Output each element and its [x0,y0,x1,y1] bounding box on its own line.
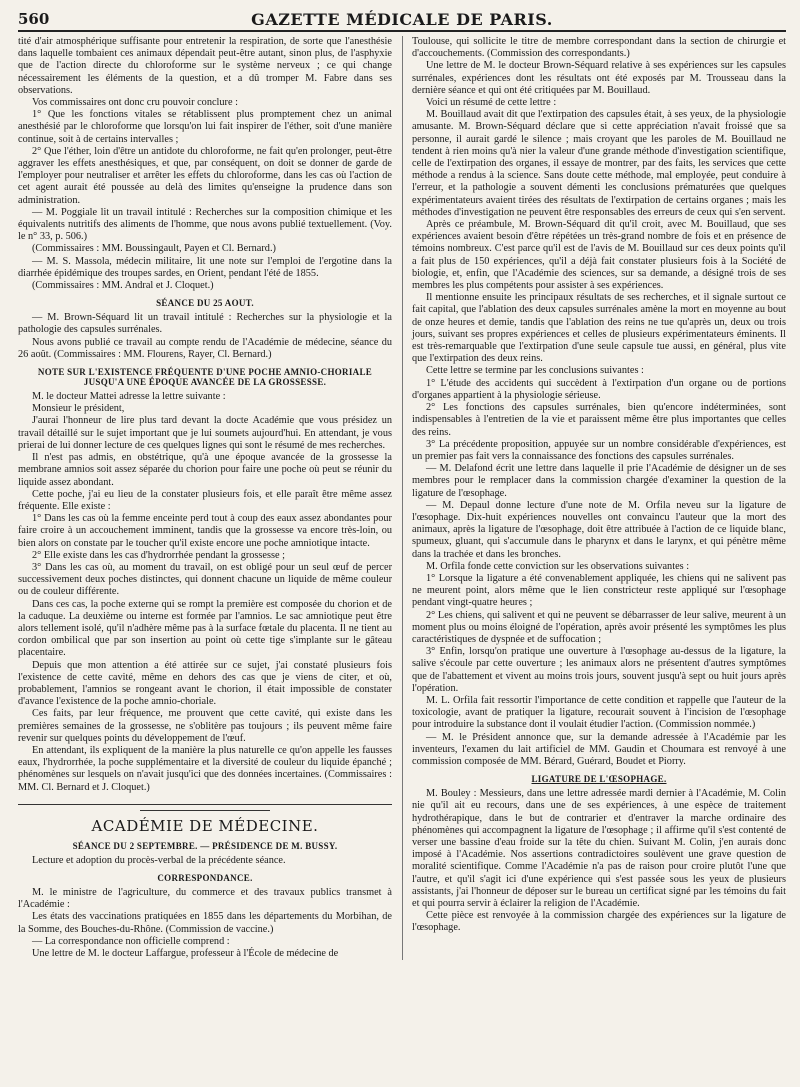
paragraph: (Commissaires : MM. Boussingault, Payen et Cl. Bernard.) [32,243,276,255]
paragraph: M. Orfila fonde cette conviction sur les observations suivantes : [426,560,690,572]
section-heading: SÉANCE DU 25 AOUT. [156,298,254,309]
paragraph: Depuis que mon attention a été attirée sur ce sujet, j'ai constaté plusieurs fois l'existence de cette cavité, même en dehors des cas que je viens de citer, et où, probablement, l'amnios se rongeant avant le chorion, il était impossible de constater d'avance l'existence de la poche amnio-choriale. [18,659,392,708]
paragraph: Voici un résumé de cette lettre : [426,97,557,109]
paragraph: J'aurai l'honneur de lire plus tard devant la docte Académie que vous présidez un travail détaillé sur le sujet important que je lui soumets aujourd'hui. En attendant, je vous prierai de lui donner lecture de ces quelques lignes qui sont le résumé de mes recherches. [18,415,392,451]
academy-heading: ACADÉMIE DE MÉDECINE. [18,804,392,835]
session-heading: SÉANCE DU 2 SEPTEMBRE. — PRÉSIDENCE DE M. BUSSY. [72,840,338,851]
paragraph: Il mentionne ensuite les principaux résultats de ses recherches, et il signale surtout ce fait capital, que l'ablation des deux capsules surrénales amène la mort en moyenne au bout de onze heures et demie, tandis que l'ablation des reins ne tue qu'après un, deux ou trois jours, suivant ses propres expériences et celles de plusieurs expérimentateurs éminents. Il est très-remarquable que l'extirpation d'une seule capsule tue aussi, en général, plus vite que l'extirpation des deux reins. [412,292,786,365]
paragraph: 1° Dans les cas où la femme enceinte perd tout à coup des eaux assez abondantes pour faire croire à un accouchement imminent, tandis que la grossesse va encore très-loin, ou bien alors on constate par le toucher qu'il existe encore une poche amniotique intacte. [18,513,392,549]
paragraph: Vos commissaires ont donc cru pouvoir conclure : [32,97,238,109]
paragraph: (Commissaires : MM. Andral et J. Cloquet.) [32,280,214,292]
salutation: Monsieur le président, [32,403,125,415]
paragraph: Les états des vaccinations pratiquées en 1855 dans les départements du Morbihan, de la Somme, des Bouches-du-Rhône. (Commission de vaccine.) [18,911,392,935]
paragraph: M. le docteur Mattei adresse la lettre suivante : [32,391,226,403]
right-column [402,36,786,960]
paragraph: — M. Delafond écrit une lettre dans laquelle il prie l'Académie de désigner un de ses membres pour le remplacer dans la commission chargée d'examiner la question de la ligature de l'œsophage. [412,463,786,499]
paragraph: 2° Les chiens, qui salivent et qui ne peuvent se débarrasser de leur salive, meurent à un moment plus ou moins éloigné de l'opération, après avoir présenté les symptômes les plus caractéristiques de dyspnée et de suffocation ; [412,609,786,645]
paragraph: Dans ces cas, la poche externe qui se rompt la première est composée du chorion et de la caduque. La deuxième ou interne est formée par l'amnios. Le sac amniotique peut être alors tellement isolé, qu'il n'adhère même pas à la surface fœtale du placenta. Il ne tient au cordon ombilical que par son insertion au point où cette tige s'implante sur le gâteau placentaire. [18,598,392,659]
paragraph: — M. Brown-Séquard lit un travail intitulé : Recherches sur la physiologie et la pathologie des capsules surrénales. [18,312,392,336]
section-heading: NOTE SUR L'EXISTENCE FRÉQUENTE D'UNE POCHE AMNIO-CHORIALE JUSQU'A UNE ÉPOQUE AVANCÉE DE LA GROSSESSE. [37,367,373,388]
paragraph: — M. Depaul donne lecture d'une note de M. Orfila neveu sur la ligature de l'œsophage. Dix-huit expériences nouvelles ont convaincu l'auteur que la mort des animaux, après la ligature de l'œsophage, doit être attribuée à l'action de ce liquide blanc, spumeux, gluant, qui s'accumule dans le pharynx et dans le larynx, et qui pénètre même dans la trachée et dans les bronches. [412,499,786,560]
paragraph: 3° La précédente proposition, appuyée sur un nombre considérable d'expériences, est un premier pas fait vers la connaissance des fonctions des capsules surrénales. [412,438,786,462]
journal-title: GAZETTE MÉDICALE DE PARIS. [251,10,553,29]
paragraph: Ces faits, par leur fréquence, me prouvent que cette cavité, qui existe dans les premières semaines de la grossesse, ne s'oblitère pas toujours ; ils peuvent même faire revenir sur quelques points du développement de l'œuf. [18,708,392,744]
paragraph: Toulouse, qui sollicite le titre de membre correspondant dans la section de chirurgie et d'accouchements. (Commission des correspondants.) [412,36,786,60]
paragraph: Cette pièce est renvoyée à la commission chargée des expériences sur la ligature de l'œsophage. [412,910,786,934]
page-number: 560 [18,10,50,28]
paragraph: M. le ministre de l'agriculture, du commerce et des travaux publics transmet à l'Académie : [18,886,392,911]
article-columns [18,36,786,960]
paragraph: M. L. Orfila fait ressortir l'importance de cette condition et rappelle que l'auteur de la toxicologie, avant de pratiquer la ligature, recourait souvent à l'incision de l'œsophage pour introduire la substance dont il voulait étudier l'action. (Commission nommée.) [412,694,786,731]
paragraph: Après ce préambule, M. Brown-Séquard dit qu'il croit, avec M. Bouillaud, que ses expériences avaient besoin d'être répétées un très-grand nombre de fois et en présence de témoins nombreux. C'est parce qu'il est de l'avis de M. Bouillaud sur ces deux points qu'il a fait plus de 150 expériences, qu'il a déjà fait constater plusieurs fois à la Société de biologie, et, enfin, que l'Académie des sciences, sur sa demande, a désigné trois de ses membres les plus compétents pour assister à ses expériences. [412,219,786,292]
paragraph: 3° Dans les cas où, au moment du travail, on est obligé pour un seul œuf de percer successivement deux poches distinctes, qui donnent chacune un liquide de même couleur ou de couleur différente. [18,561,392,598]
paragraph: 3° Enfin, lorsqu'on pratique une ouverture à l'œsophage au-dessus de la ligature, la salive s'écoule par cette ouverture ; les animaux alors ne présentent d'autres symptômes que de l'abattement et vivent au moins trois jours, souvent jusqu'à sept ou huit jours après l'opération. [412,646,786,694]
paragraph: 1° Que les fonctions vitales se rétablissent plus promptement chez un animal anesthésié par le chloroforme que lorsqu'on lui fait inspirer de l'éther, soit d'une manière continue, soit à de certains intervalles ; [18,109,392,145]
section-heading: LIGATURE DE L'ŒSOPHAGE. [531,774,667,785]
paragraph: — La correspondance non officielle comprend : [32,935,230,947]
paragraph: En attendant, ils expliquent de la manière la plus naturelle ce qu'on appelle les fausses eaux, l'hydrorrhée, la poche supplémentaire et la diversité de couleur du liquide épanché ; phénomènes sur lesquels on n'avait jusqu'ici que des données incertaines. (Commissaires : MM. Cl. Bernard et J. Cloquet.) [18,744,392,793]
paragraph: — M. Poggiale lit un travail intitulé : Recherches sur la composition chimique et les équivalents nutritifs des aliments de l'homme, que nous avons publié textuellement. (Voy. le n° 33, p. 506.) [18,206,392,243]
paragraph: 1° L'étude des accidents qui succèdent à l'extirpation d'un organe ou de portions d'organes appartient à la physiologie sérieuse. [412,377,786,401]
paragraph: M. Bouley : Messieurs, dans une lettre adressée mardi dernier à l'Académie, M. Colin nie qu'il ait eu recours, dans une de ses expériences, à une espèce de traitement hydrothérapique, dans le but de contrarier et d'entraver la marche ordinaire des phénomènes qui accompagnent la ligature de l'œsophage ; il affirme qu'il s'est contenté de verser une bassine d'eau froide sur la tête du chien. Suivant M. Colin, j'en aurais donc imposé à l'Académie. Nos assertions contradictoires soulèvent une grave question de moralité scientifique. Comme l'Académie n'a pas de raison pour croire plutôt l'une que l'autre, et qu'il s'agit ici d'une expérience qui s'est passée sous les yeux de plusieurs assistants, j'ai l'honneur de déposer sur le bureau un certificat signé par les témoins du fait et qui pourra servir à éclairer la religion de l'Académie. [412,788,786,910]
correspondence-heading: CORRESPONDANCE. [157,872,253,883]
paragraph: 2° Les fonctions des capsules surrénales, bien qu'encore indéterminées, sont indispensables à l'entretien de la vie et paraissent même être plus importantes que celles des reins. [412,402,786,438]
paragraph: Il n'est pas admis, en obstétrique, qu'à une époque avancée de la grossesse la membrane amnios soit assez séparée du chorion pour faire une poche où peut se réunir du liquide assez abondant. [18,452,392,488]
page-header [18,8,786,32]
paragraph: Nous avons publié ce travail au compte rendu de l'Académie de médecine, séance du 26 août. (Commissaires : MM. Flourens, Rayer, Cl. Bernard.) [18,336,392,360]
paragraph: 2° Elle existe dans les cas d'hydrorrhée pendant la grossesse ; [32,549,286,561]
paragraph: — M. S. Massola, médecin militaire, lit une note sur l'emploi de l'ergotine dans la diarrhée épidémique des troupes sardes, en Orient, pendant l'été de 1855. [18,255,392,279]
paragraph: Cette lettre se termine par les conclusions suivantes : [426,365,644,377]
paragraph: 1° Lorsque la ligature a été convenablement appliquée, les chiens qui ne salivent pas ne meurent point, alors même que le lien constricteur reste appliqué sur l'œsophage pendant vingt-quatre heures ; [412,572,786,609]
paragraph: — M. le Président annonce que, sur la demande adressée à l'Académie par les inventeurs, l'examen du lait artificiel de MM. Gaudin et Choumara est renvoyé à une commission composée de MM. Bérard, Guérard, Boudet et Piorry. [412,731,786,767]
paragraph: Une lettre de M. le docteur Brown-Séquard relative à ses expériences sur les capsules surrénales, expériences dont les résultats ont été exposés par M. Trousseau dans la dernière séance et qui ont été critiquées par M. Bouillaud. [412,60,786,96]
left-column [18,36,392,960]
paragraph: Lecture et adoption du procès-verbal de la précédente séance. [32,854,286,866]
paragraph: Une lettre de M. le docteur Laffargue, professeur à l'École de médecine de [32,948,339,959]
paragraph: 2° Que l'éther, loin d'être un antidote du chloroforme, ne fait qu'en prolonger, peut-être aggraver les effets anesthésiques, et que, par conséquent, on doit se donner de garde de l'employer pour neutraliser et arrêter les effets du chloroforme, dans les cas où l'action de cet agent aurait été poussée au delà des limites qu'enseigne la prudence dans son administration. [18,145,392,206]
paragraph: tité d'air atmosphérique suffisante pour entretenir la respiration, de sorte que l'anesthésie dans laquelle tombaient ces animaux dépendait peut-être autant, sinon plus, de l'asphyxie que de l'action directe du chloroforme sur le système nerveux ; ce qui change nécessairement les éléments de la question, et a dû tromper M. Fabre dans ses observations. [18,36,392,96]
paragraph: Cette poche, j'ai eu lieu de la constater plusieurs fois, et elle paraît être même assez fréquente. Elle existe : [18,488,392,512]
paragraph: M. Bouillaud avait dit que l'extirpation des capsules était, à ses yeux, de la physiologie amusante. M. Brown-Séquard déclare que si cette appréciation n'avait froissé que sa personne, il aurait gardé le silence ; mais croyant que les paroles de M. Bouillaud ne tendent à rien moins qu'à nier la valeur d'une grande méthode d'investigation scientifique, celle de l'extirpation des organes, il essaye de montrer, par des faits, les services que cette méthode a rendus à la science. Sans doute cette méthode, mal employée, peut conduire à l'erreur, et la pathologie a souvent démenti les conclusions prématurées que quelques expérimentateurs avaient tirées des résultats de l'extirpation de certains organes ; mais les méthodes d'investigation ne peuvent être responsables des erreurs de ceux qui s'en servent. [412,109,786,218]
